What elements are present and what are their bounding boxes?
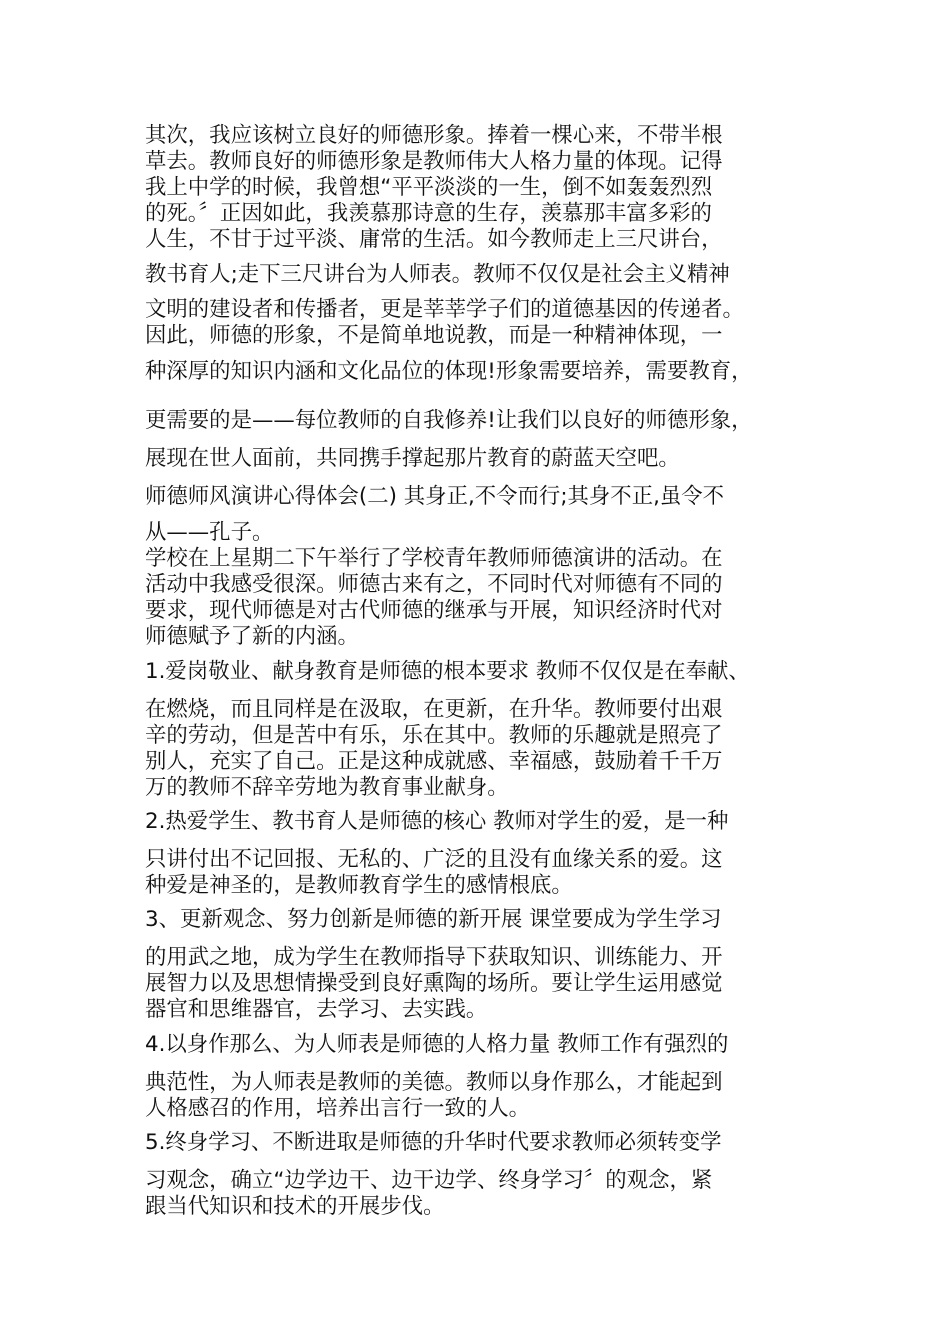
text-line: 教书育人;走下三尺讲台为人师表。教师不仅仅是社会主义精神 xyxy=(145,262,730,287)
text-line: 人生，不甘于过平淡、庸常的生活。如今教师走上三尺讲台， xyxy=(145,227,723,252)
text-line: 辛的劳动，但是苦中有乐，乐在其中。教师的乐趣就是照亮了 xyxy=(145,723,723,748)
text-line: 的用武之地，成为学生在教师指导下获取知识、训练能力、开 xyxy=(145,945,723,970)
text-line: 学校在上星期二下午举行了学校青年教师师德演讲的活动。在 xyxy=(145,546,723,571)
text-line: 的死。〞正因如此，我羡慕那诗意的生存，羡慕那丰富多彩的 xyxy=(145,201,712,226)
text-line: 展智力以及思想情操受到良好熏陶的场所。要让学生运用感觉 xyxy=(145,971,723,996)
text-line: 种爱是神圣的，是教师教育学生的感情根底。 xyxy=(145,873,573,898)
text-line: 人格感召的作用，培养出言行一致的人。 xyxy=(145,1096,531,1121)
text-line: 草去。教师良好的师德形象是教师伟大人格力量的体现。记得 xyxy=(145,149,723,174)
text-line: 跟当代知识和技术的开展步伐。 xyxy=(145,1194,445,1219)
text-line: 在燃烧，而且同样是在汲取，在更新，在升华。教师要付出艰 xyxy=(145,697,723,722)
text-line: 1.爱岗敬业、献身教育是师德的根本要求 教师不仅仅是在奉献、 xyxy=(145,659,750,684)
text-line: 师德赋予了新的内涵。 xyxy=(145,624,359,649)
text-line: 器官和思维器官，去学习、去实践。 xyxy=(145,997,488,1022)
text-line: 其次，我应该树立良好的师德形象。捧着一棵心来，不带半根 xyxy=(145,123,723,148)
text-line: 要求，现代师德是对古代师德的继承与开展，知识经济时代对 xyxy=(145,598,723,623)
text-line: 2.热爱学生、教书育人是师德的核心 教师对学生的爱，是一种 xyxy=(145,809,729,834)
text-line: 活动中我感受很深。师德古来有之，不同时代对师德有不同的 xyxy=(145,572,723,597)
text-line: 典范性，为人师表是教师的美德。教师以身作那么，才能起到 xyxy=(145,1070,723,1095)
text-line: 别人，充实了自己。正是这种成就感、幸福感，鼓励着千千万 xyxy=(145,749,723,774)
text-line: 因此，师德的形象，不是简单地说教，而是一种精神体现，一 xyxy=(145,323,723,348)
text-line: 从——孔子。 xyxy=(145,520,274,545)
text-line: 万的教师不辞辛劳地为教育事业献身。 xyxy=(145,775,509,800)
text-line: 更需要的是——每位教师的自我修养!让我们以良好的师德形象， xyxy=(145,408,753,433)
text-line: 文明的建设者和传播者，更是莘莘学子们的道德基因的传递者。 xyxy=(145,297,744,322)
text-line: 只讲付出不记回报、无私的、广泛的且没有血缘关系的爱。这 xyxy=(145,847,723,872)
text-line: 3、更新观念、努力创新是师德的新开展 课堂要成为学生学习 xyxy=(145,907,722,932)
text-line: 我上中学的时候，我曾想“平平淡淡的一生，倒不如轰轰烈烈 xyxy=(145,175,713,200)
text-line: 习观念，确立“边学边干、边干边学、终身学习〞的观念，紧 xyxy=(145,1168,713,1193)
text-line: 5.终身学习、不断进取是师德的升华时代要求教师必须转变学 xyxy=(145,1130,722,1155)
text-line: 展现在世人面前，共同携手撑起那片教育的蔚蓝天空吧。 xyxy=(145,446,680,471)
text-line: 种深厚的知识内涵和文化品位的体现!形象需要培养，需要教育， xyxy=(145,359,753,384)
text-line: 4.以身作那么、为人师表是师德的人格力量 教师工作有强烈的 xyxy=(145,1032,729,1057)
text-line: 师德师风演讲心得体会(二) 其身正,不令而行;其身不正,虽令不 xyxy=(145,484,725,509)
